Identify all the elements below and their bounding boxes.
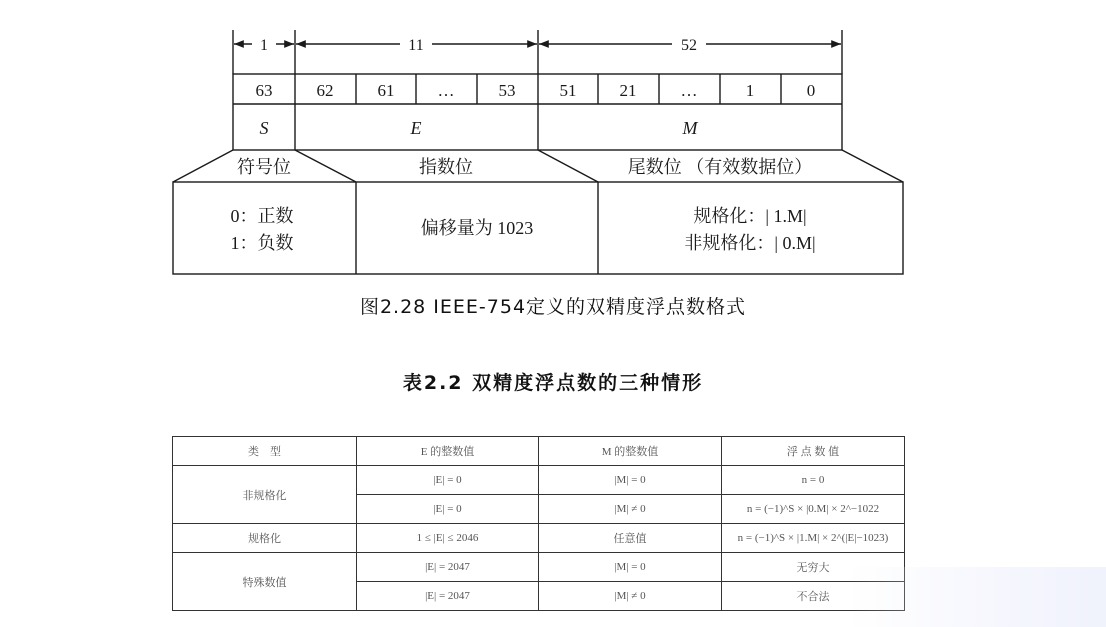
cell-e: |E| = 2047	[357, 553, 539, 582]
cell-m: 任意值	[539, 524, 722, 553]
width-label-mantissa: 52	[681, 37, 697, 54]
cell-m: |M| ≠ 0	[539, 582, 722, 611]
table-row	[173, 466, 905, 495]
cell-value: 无穷大	[722, 553, 905, 582]
cell-e: |E| = 0	[357, 466, 539, 495]
width-label-exponent: 11	[408, 37, 424, 54]
cell-m: |M| = 0	[539, 466, 722, 495]
figure-caption: 图2.28 IEEE-754定义的双精度浮点数格式	[359, 296, 747, 318]
field-name-sign: 符号位	[237, 157, 291, 177]
field-symbol-mantissa: M	[682, 118, 698, 138]
cell-m: |M| = 0	[539, 553, 722, 582]
cell-value: n = (−1)^S × |1.M| × 2^(|E|−1023)	[722, 524, 905, 553]
sign-desc-positive: 0：正数	[230, 206, 294, 226]
group-normal: 规格化	[173, 524, 357, 553]
width-label-sign: 1	[260, 37, 268, 54]
cell-e: 1 ≤ |E| ≤ 2046	[357, 524, 539, 553]
group-special: 特殊数值	[173, 553, 357, 611]
field-name-exponent: 指数位	[419, 157, 473, 177]
bit-label: 1	[745, 81, 755, 100]
table-header-row	[173, 437, 905, 466]
bit-label: 51	[559, 81, 577, 100]
field-name-mantissa: 尾数位 （有效数据位）	[627, 157, 813, 177]
group-denormal: 非规格化	[173, 466, 357, 524]
cell-value: 不合法	[722, 582, 905, 611]
cell-e: |E| = 2047	[357, 582, 539, 611]
sign-desc-negative: 1：负数	[230, 233, 294, 253]
bit-label: 0	[806, 81, 816, 100]
field-symbol-sign: S	[259, 118, 269, 138]
header-m-value: M 的整数值	[539, 437, 722, 466]
corner-glow	[846, 567, 1106, 627]
bit-label: 61	[377, 81, 395, 100]
mantissa-normal-desc: 规格化：| 1.M|	[693, 206, 807, 226]
bit-label: …	[437, 81, 455, 100]
ieee754-format-diagram	[0, 0, 1106, 290]
cell-m: |M| ≠ 0	[539, 495, 722, 524]
exponent-bias-desc: 偏移量为 1023	[420, 218, 534, 238]
header-type: 类 型	[173, 437, 357, 466]
bit-label: 62	[316, 81, 334, 100]
table-row	[173, 553, 905, 582]
double-precision-cases-table	[172, 436, 905, 611]
cell-value: n = (−1)^S × |0.M| × 2^−1022	[722, 495, 905, 524]
header-e-value: E 的整数值	[357, 437, 539, 466]
table-row	[173, 524, 905, 553]
bit-label: 21	[619, 81, 637, 100]
bit-label: 63	[255, 81, 273, 100]
cell-e: |E| = 0	[357, 495, 539, 524]
table-caption: 表2.2 双精度浮点数的三种情形	[402, 372, 704, 394]
header-float-value: 浮 点 数 值	[722, 437, 905, 466]
mantissa-denormal-desc: 非规格化：| 0.M|	[684, 233, 816, 253]
cell-value: n = 0	[722, 466, 905, 495]
field-symbol-exponent: E	[410, 118, 422, 138]
bit-label: 53	[498, 81, 516, 100]
bit-label: …	[680, 81, 698, 100]
